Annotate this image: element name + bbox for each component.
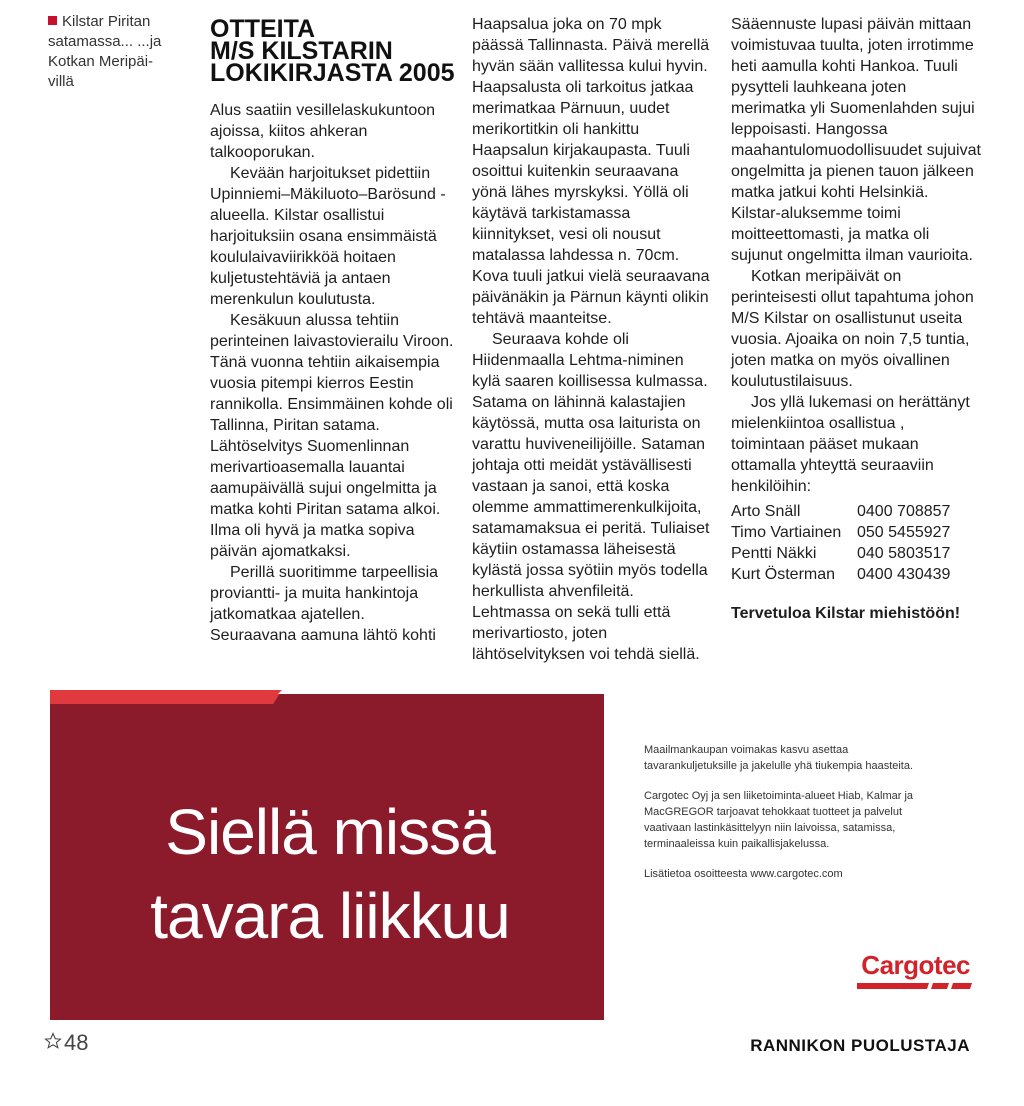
paragraph: Perillä suoritimme tarpeellisia proviantti- ja muita hankintoja jatkomatkaa ajatellen. Seuraavana aamuna lähtö kohti xyxy=(210,564,439,644)
article-column-3 xyxy=(731,14,981,624)
article-column-1 xyxy=(210,100,455,646)
ad-paragraph: Maailmankaupan voimakas kasvu asettaa tavarankuljetuksille ja jakelulle yhä tiukempia haasteita. xyxy=(644,744,914,772)
contact-row xyxy=(731,543,981,564)
contact-name: Pentti Näkki xyxy=(731,545,817,562)
paragraph: Jos yllä lukemasi on herättänyt mielenkiintoa osallistua , toimintaan pääset mukaan ottamalla yhteyttä seuraaviin henkilöihin: xyxy=(731,394,970,495)
welcome-line: Tervetuloa Kilstar miehistöön! xyxy=(731,605,961,622)
contact-list xyxy=(731,501,981,585)
star-icon xyxy=(44,1032,62,1050)
page-number-value: 48 xyxy=(64,1030,89,1055)
paragraph: Seuraava kohde oli Hiidenmaalla Lehtma-niminen kylä saaren koillisessa kulmassa. Satama on lähinnä kalastajien käytössä, mutta osa laiturista on varattu huviveneilijöille. Sataman johtaja otti meidät ystävällisesti vastaan ja sanoi, että koska olemme ammattimerenkulkijoita, satamamaksua ei peritä. Tuliaiset käytiin ostamassa läheisestä kylästä jossa syötiin myös todella herkullista ahvenfileitä. Lehtmassa on sekä tulli että merivartiosto, joten lähtöselvityksen voi tehdä siellä. xyxy=(472,331,710,663)
paragraph: Alus saatiin vesillelaskukuntoon ajoissa, kiitos ahkeran talkooporukan. xyxy=(210,102,436,161)
ad-body xyxy=(644,742,944,896)
article-title xyxy=(210,15,460,87)
caption-line-1: Kilstar Piritan xyxy=(62,13,151,30)
logo-stripes-icon xyxy=(857,983,972,989)
publication-name: RANNIKON PUOLUSTAJA xyxy=(750,1036,970,1055)
ad-top-stripe xyxy=(50,690,604,712)
contact-phone: 0400 430439 xyxy=(857,566,951,583)
title-line-2: M/S KILSTARIN xyxy=(210,37,393,65)
ad-headline-line-2: tavara liikkuu xyxy=(150,880,510,952)
contact-row xyxy=(731,522,981,543)
cargotec-logo: Cargotec xyxy=(861,950,970,980)
paragraph: Kevään harjoitukset pidettiin Upinniemi–Mäkiluoto–Barösund -alueella. Kilstar osallistui harjoituksiin osana ensimmäistä koululaivaviirikköä hoitaen kuljetustehtäviä ja antaen merenkulun koulutusta. xyxy=(210,165,446,308)
contact-phone: 040 5803517 xyxy=(857,545,951,562)
contact-row xyxy=(731,564,981,585)
ad-paragraph: Cargotec Oyj ja sen liiketoiminta-alueet Hiab, Kalmar ja MacGREGOR tarjoavat tehokkaat tuotteet ja palvelut vaativaan lastinkäsittelyyn niin laivoissa, satamissa, terminaaleissa kuin paikallisjakelussa. xyxy=(644,790,914,850)
contact-name: Kurt Österman xyxy=(731,566,836,583)
article-column-2 xyxy=(472,14,716,665)
ad-headline-line-1: Siellä missä xyxy=(165,796,495,868)
caption-line-4: villä xyxy=(48,73,74,90)
paragraph: Kotkan meripäivät on perinteisesti ollut tapahtuma johon M/S Kilstar on osallistunut useita vuosia. Ajoaika on noin 7,5 tuntia, joten matka on myös oivallinen koulutustilaisuus. xyxy=(731,268,974,390)
contact-phone: 050 5455927 xyxy=(857,524,951,541)
title-line-1: OTTEITA xyxy=(210,15,316,43)
ad-headline xyxy=(80,790,580,958)
contact-name: Arto Snäll xyxy=(731,503,801,520)
caption-line-2: satamassa... ...ja xyxy=(48,33,162,50)
ad-link-text: Lisätietoa osoitteesta www.cargotec.com xyxy=(644,868,843,880)
caption-line-3: Kotkan Meripäi- xyxy=(48,53,154,70)
paragraph: Kesäkuun alussa tehtiin perinteinen laivastovierailu Viroon. Tänä vuonna tehtiin aikaisempia vuosia pitempi kierros Eestin rannikolla. Ensimmäinen kohde oli Tallinna, Piritan satama. Lähtöselvitys Suomenlinnan merivartioasemalla lauantai aamupäivällä sujui ongelmitta ja matka kohti Piritan satama alkoi. Ilma oli hyvä ja matka sopiva päivän ajomatkaksi. xyxy=(210,312,454,560)
contact-phone: 0400 708857 xyxy=(857,503,951,520)
red-square-bullet xyxy=(48,16,57,25)
page-number xyxy=(44,1030,88,1056)
title-line-3: LOKIKIRJASTA 2005 xyxy=(210,59,455,87)
paragraph: Haapsalua joka on 70 mpk päässä Tallinnasta. Päivä merellä hyvän sään vallitessa kului hyvin. Haapsalusta oli tarkoitus jatkaa merimatkaa Pärnuun, uudet merikortitkin oli hankittu Haapsalun kirjakaupasta. Tuuli osoittui kuitenkin seuraavana yönä lähes myrskyksi. Yöllä oli käytävä tarkistamassa kiinnitykset, vesi oli nousut matalassa lahdessa n. 70cm. Kova tuuli jatkui vielä seuraavana päivänäkin ja Pärnun käynti olikin tehtävä maanteitse. xyxy=(472,16,710,327)
paragraph: Sääennuste lupasi päivän mittaan voimistuvaa tuulta, joten irrotimme heti aamulla kohti Hankoa. Tuuli pysytteli lauhkeana joten merimatka yli Suomenlahden sujui leppoisasti. Hangossa maahantulomuodollisuudet sujuivat ongelmitta ja pienen tauon jälkeen matka jatkui kohti Helsinkiä. Kilstar-aluksemme toimi moitteettomasti, ja matka oli sujunut ongelmitta ilman vaurioita. xyxy=(731,16,981,264)
photo-caption xyxy=(48,12,178,92)
contact-row xyxy=(731,501,981,522)
contact-name: Timo Vartiainen xyxy=(731,524,842,541)
